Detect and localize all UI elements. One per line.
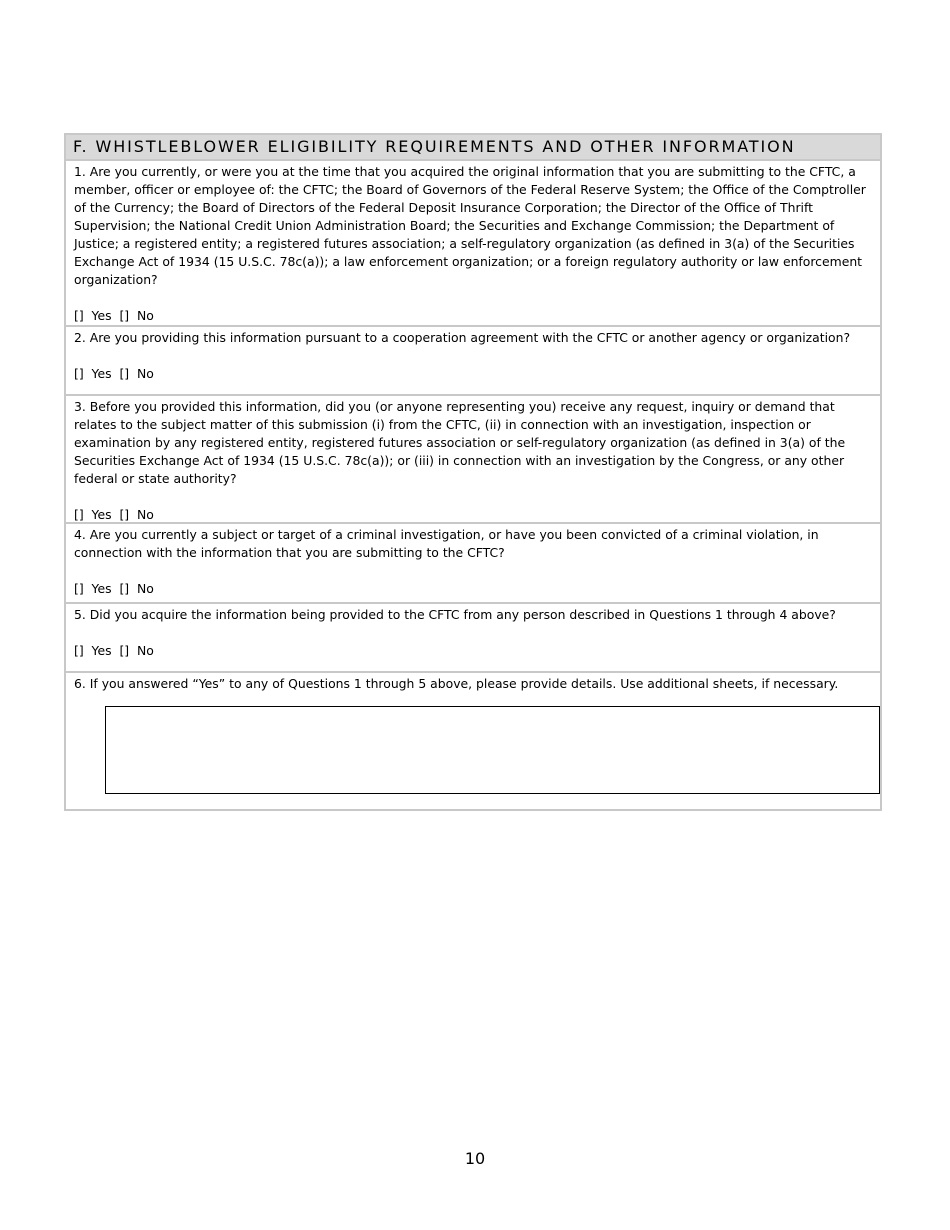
- question-2-text: 2. Are you providing this information pursuant to a cooperation agreement with the CFTC or another agency or organization?: [74, 330, 851, 345]
- question-1-text: 1. Are you currently, or were you at the time that you acquired the original information that you are submitting to the CFTC, a member, officer or employee of: the CFTC; the Board of Governors of the Federal Reserve System; the Office of the Comptroller of the Currency; the Board of Directors of the Federal Deposit Insurance Corporation; the Director of the Office of Thrift Supervision; the National Credit Union Administration Board; the Securities and Exchange Commission; the Department of Justice; a registered entity; a registered futures association; a self-regulatory organization (as defined in 3(a) of the Securities Exchange Act of 1934 (15 U.S.C. 78c(a)); a law enforcement organization; or a foreign regulatory authority or law enforcement organization?: [74, 164, 866, 287]
- question-3-no-option[interactable]: [] No: [119, 507, 154, 522]
- question-3-yes-option[interactable]: [] Yes: [74, 507, 112, 522]
- page-number: 10: [464, 1149, 486, 1168]
- question-2-yes-option[interactable]: [] Yes: [74, 366, 112, 381]
- question-4-answers: [74, 580, 870, 598]
- question-5-yes-option[interactable]: [] Yes: [74, 643, 112, 658]
- question-3-text: 3. Before you provided this information, did you (or anyone representing you) receive any request, inquiry or demand that relates to the subject matter of this submission (i) from the CFTC, (ii) in connection with an investigation, inspection or examination by any registered entity, registered futures association or self-regulatory organization (as defined in 3(a) of the Securities Exchange Act of 1934 (15 U.S.C. 78c(a)); or (iii) in connection with an investigation by the Congress, or any other federal or state authority?: [74, 399, 846, 486]
- section-title: F. WHISTLEBLOWER ELIGIBILITY REQUIREMENTS AND OTHER INFORMATION: [66, 135, 880, 161]
- question-5: [66, 604, 880, 673]
- question-5-answers: [74, 642, 870, 660]
- question-1-yes-option[interactable]: [] Yes: [74, 308, 112, 323]
- question-5-no-option[interactable]: [] No: [119, 643, 154, 658]
- question-6: [66, 673, 880, 809]
- question-1-answers: [74, 307, 870, 325]
- question-2-answers: [74, 365, 870, 383]
- question-2-no-option[interactable]: [] No: [119, 366, 154, 381]
- question-3-answers: [74, 506, 870, 524]
- question-4-no-option[interactable]: [] No: [119, 581, 154, 596]
- question-4-yes-option[interactable]: [] Yes: [74, 581, 112, 596]
- question-2: [66, 327, 880, 396]
- question-5-text: 5. Did you acquire the information being provided to the CFTC from any person described in Questions 1 through 4 above?: [74, 607, 836, 622]
- question-1-no-option[interactable]: [] No: [119, 308, 154, 323]
- question-1: [66, 161, 880, 327]
- details-text-box[interactable]: [105, 706, 880, 794]
- whistleblower-eligibility-section: [64, 133, 882, 811]
- question-6-text: 6. If you answered “Yes” to any of Questions 1 through 5 above, please provide details. Use additional sheets, if necessary.: [74, 676, 839, 691]
- question-3: [66, 396, 880, 524]
- question-4-text: 4. Are you currently a subject or target of a criminal investigation, or have you been convicted of a criminal violation, in connection with the information that you are submitting to the CFTC?: [74, 527, 819, 560]
- question-4: [66, 524, 880, 604]
